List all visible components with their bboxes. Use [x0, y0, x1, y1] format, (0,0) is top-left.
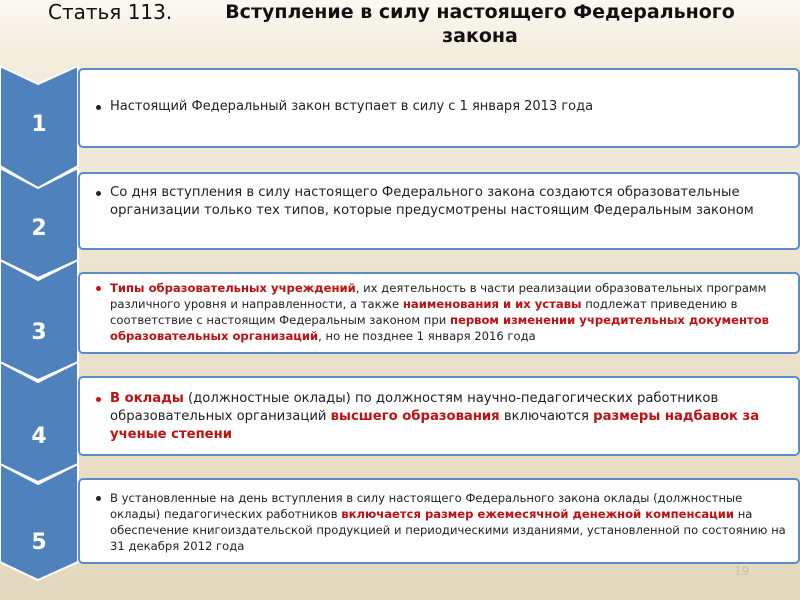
- page-title: Вступление в силу настоящего Федерального закона: [225, 1, 735, 47]
- item-text-segment: Настоящий Федеральный закон вступает в силу с 1 января 2013 года: [110, 99, 594, 114]
- chevron-5: [0, 464, 80, 582]
- article-number: Статья 113.: [48, 0, 173, 24]
- item-text-segment: (должностные оклады) по должностям научно-педагогических работников образовательных организаций: [110, 391, 719, 424]
- item-box-3: [78, 272, 800, 354]
- item-box-2: [78, 172, 800, 250]
- highlighted-text: В оклады: [110, 391, 184, 406]
- item-text-segment: подлежат приведению в соответствие с настоящим Федеральным законом при: [110, 297, 738, 327]
- step-number-3: 3: [31, 320, 47, 345]
- page-number: 19: [734, 564, 750, 578]
- item-text-1: [96, 98, 786, 116]
- highlighted-text: включается размер ежемесячной денежной компенсации: [341, 507, 735, 521]
- step-number-1: 1: [31, 112, 47, 137]
- highlighted-text: размеры надбавок за ученые степени: [110, 409, 760, 442]
- item-text-2: [96, 184, 786, 220]
- item-text-segment: , их деятельность в части реализации образовательных программ различного уровня и направленности, а также: [110, 281, 767, 311]
- item-text-segment: включаются: [499, 409, 594, 424]
- highlighted-text: наименования и их уставы: [402, 297, 582, 311]
- item-text-4: [96, 390, 786, 444]
- highlighted-text: высшего образования: [330, 409, 500, 424]
- step-number-2: 2: [31, 216, 47, 241]
- item-text-segment: на обеспечение книгоиздательской продукцией и периодическими изданиями, установленной по состоянию на 31 декабря 2012 года: [110, 507, 786, 553]
- item-box-4: [78, 376, 800, 456]
- item-text-3: [96, 280, 786, 344]
- highlighted-text: первом изменении учредительных документов образовательных организаций: [110, 313, 770, 343]
- step-number-4: 4: [31, 424, 47, 449]
- step-number-5: 5: [31, 530, 47, 555]
- highlighted-text: Типы образовательных учреждений: [110, 281, 356, 295]
- item-text-segment: Со дня вступления в силу настоящего Федерального закона создаются образовательные организации только тех типов, которые предусмотрены настоящим Федеральным законом: [110, 185, 754, 218]
- item-text-segment: , но не позднее 1 января 2016 года: [318, 329, 536, 343]
- item-box-1: [78, 68, 800, 148]
- item-box-5: [78, 478, 800, 564]
- item-text-segment: В установленные на день вступления в силу настоящего Федерального закона оклады (должностные оклады) педагогических работников: [110, 491, 743, 521]
- item-text-5: [96, 490, 786, 554]
